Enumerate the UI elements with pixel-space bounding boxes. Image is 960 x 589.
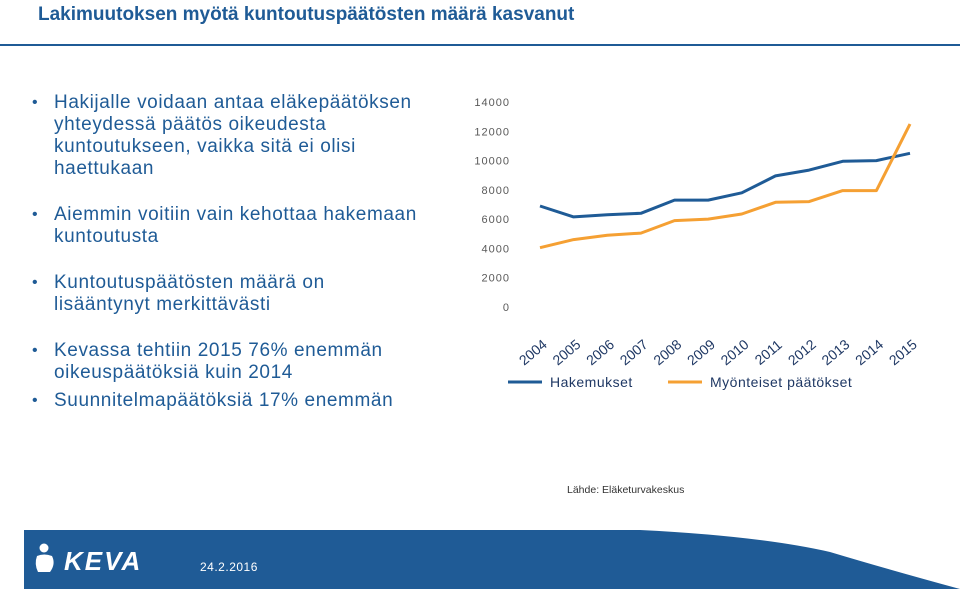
bullet-item: • Aiemmin voitiin vain kehottaa hakemaan kuntoutusta xyxy=(32,204,422,248)
x-tick-label: 2007 xyxy=(616,336,651,369)
x-tick-label: 2009 xyxy=(683,336,719,369)
y-tick-label: 0 xyxy=(502,302,510,314)
y-tick-label: 6000 xyxy=(481,214,510,227)
x-tick-label: 2012 xyxy=(784,336,819,369)
y-tick-label: 14000 xyxy=(474,97,510,109)
y-tick-label: 2000 xyxy=(481,272,510,285)
bullet-item: • Kevassa tehtiin 2015 76% enemmän oikeuspäätöksiä kuin 2014 xyxy=(32,340,422,384)
x-tick-label: 2013 xyxy=(818,336,853,369)
y-tick-label: 10000 xyxy=(474,155,510,168)
bullet-list xyxy=(32,92,422,412)
footer-swoosh xyxy=(640,530,960,589)
bullet-item: • Kuntoutuspäätösten määrä on lisääntynyt merkittävästi xyxy=(32,272,422,316)
bullet-item: • Hakijalle voidaan antaa eläkepäätöksen yhteydessä päätös oikeudesta kuntoutukseen, vaikka sitä ei olisi haettukaan xyxy=(32,92,422,180)
legend-label: Hakemukset xyxy=(550,374,633,390)
x-tick-label: 2006 xyxy=(582,336,618,369)
series-line xyxy=(540,124,910,248)
x-tick-label: 2004 xyxy=(515,336,550,369)
source-note: Lähde: Eläketurvakeskus xyxy=(567,484,685,496)
x-tick-label: 2011 xyxy=(751,336,785,368)
y-tick-label: 4000 xyxy=(481,243,510,256)
legend-label: Myönteiset päätökset xyxy=(710,374,853,390)
footer-bar xyxy=(0,530,960,589)
slide-title: Lakimuutoksen myötä kuntoutuspäätösten määrä kasvanut xyxy=(38,4,575,25)
x-tick-label: 2015 xyxy=(885,336,920,369)
bullet-item: • Suunnitelmapäätöksiä 17% enemmän xyxy=(32,390,422,412)
keva-logo xyxy=(34,542,174,576)
x-tick-label: 2005 xyxy=(549,336,584,369)
line-chart xyxy=(470,88,930,398)
x-tick-label: 2008 xyxy=(650,336,685,369)
x-tick-label: 2010 xyxy=(717,336,752,369)
series-line xyxy=(540,153,910,217)
slide-date: 24.2.2016 xyxy=(200,560,258,574)
y-tick-label: 12000 xyxy=(474,126,510,139)
logo-text: KEVA xyxy=(64,546,143,576)
title-divider xyxy=(0,44,960,46)
y-tick-label: 8000 xyxy=(481,184,510,197)
footer-margin xyxy=(0,530,24,589)
x-tick-label: 2014 xyxy=(852,336,887,369)
